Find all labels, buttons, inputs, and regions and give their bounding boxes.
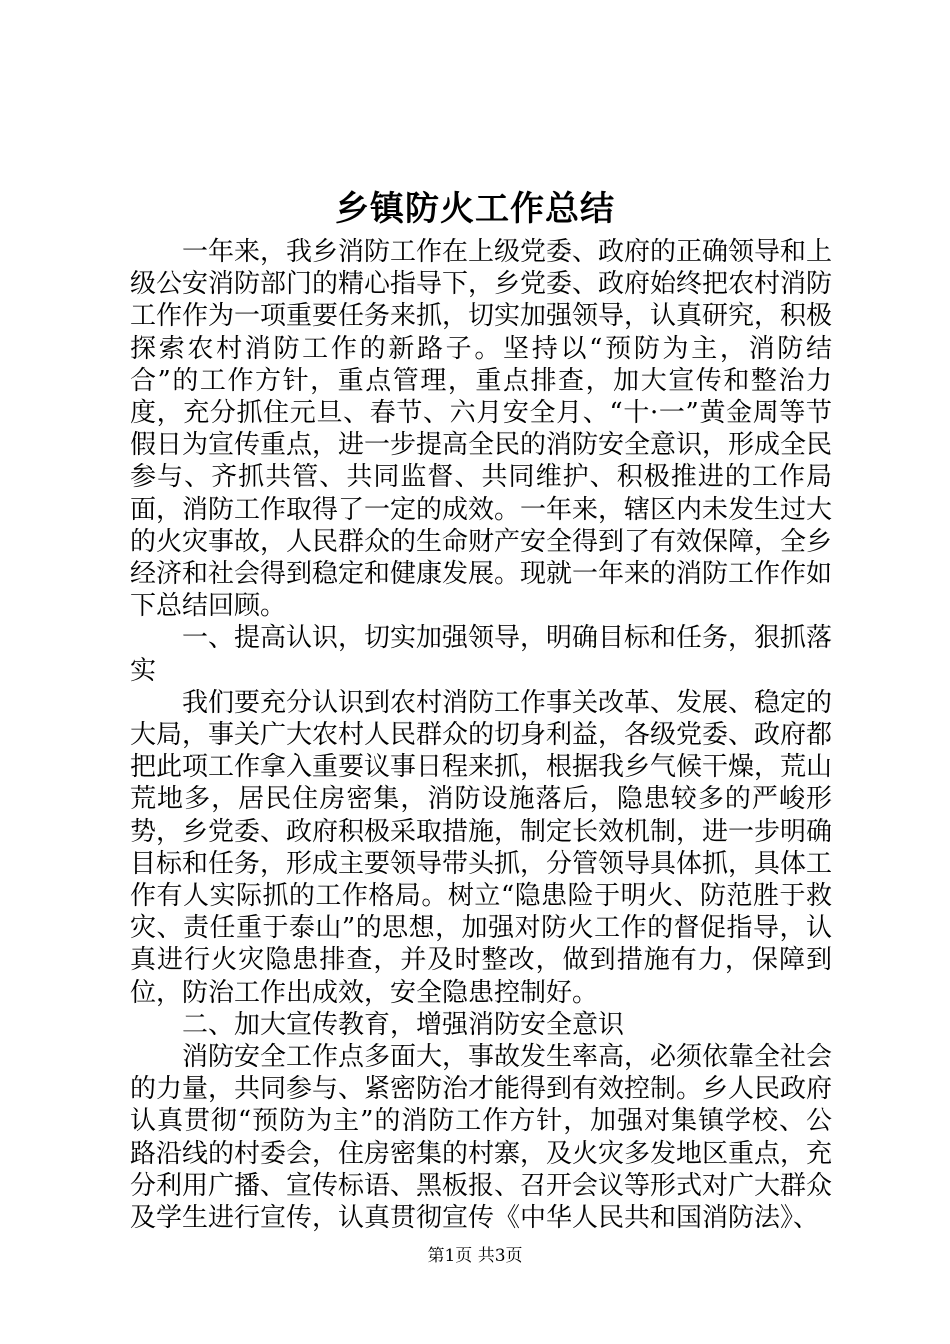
document-body bbox=[130, 236, 832, 1234]
paragraph-intro: 一年来，我乡消防工作在上级党委、政府的正确领导和上级公安消防部门的精心指导下，乡党委、政府始终把农村消防工作作为一项重要任务来抓，切实加强领导，认真研究，积极探索农村消防工作的新路子。坚持以“预防为主，消防结合”的工作方针，重点管理，重点排查，加大宣传和整治力度，充分抓住元旦、春节、六月安全月、“十·一”黄金周等节假日为宣传重点，进一步提高全民的消防安全意识，形成全民参与、齐抓共管、共同监督、共同维护、积极推进的工作局面，消防工作取得了一定的成效。一年来，辖区内未发生过大的火灾事故，人民群众的生命财产安全得到了有效保障，全乡经济和社会得到稳定和健康发展。现就一年来的消防工作作如下总结回顾。 bbox=[130, 237, 833, 622]
section-heading-2: 二、加大宣传教育，增强消防安全意识 bbox=[182, 1009, 625, 1040]
page-number-footer: 第1页 共3页 bbox=[427, 1246, 523, 1266]
paragraph-section-1: 我们要充分认识到农村消防工作事关改革、发展、稳定的大局，事关广大农村人民群众的切身利益，各级党委、政府都把此项工作拿入重要议事日程来抓，根据我乡气候干燥，荒山荒地多，居民住房密集，消防设施落后，隐患较多的严峻形势，乡党委、政府积极采取措施，制定长效机制，进一步明确目标和任务，形成主要领导带头抓，分管领导具体抓，具体工作有人实际抓的工作格局。树立“隐患险于明火、防范胜于救灾、责任重于泰山”的思想，加强对防火工作的督促指导，认真进行火灾隐患排查，并及时整改，做到措施有力，保障到位，防治工作出成效，安全隐患控制好。 bbox=[130, 687, 833, 1008]
section-heading-1: 一、提高认识，切实加强领导，明确目标和任务，狠抓落实 bbox=[130, 623, 833, 686]
paragraph-section-2: 消防安全工作点多面大，事故发生率高，必须依靠全社会的力量，共同参与、紧密防治才能得到有效控制。乡人民政府认真贯彻“预防为主”的消防工作方针，加强对集镇学校、公路沿线的村委会，住房密集的村寨，及火灾多发地区重点，充分利用广播、宣传标语、黑板报、召开会议等形式对广大群众及学生进行宣传，认真贯彻宣传《中华人民共和国消防法》、 bbox=[130, 1042, 833, 1234]
document-title: 乡镇防火工作总结 bbox=[335, 189, 615, 229]
